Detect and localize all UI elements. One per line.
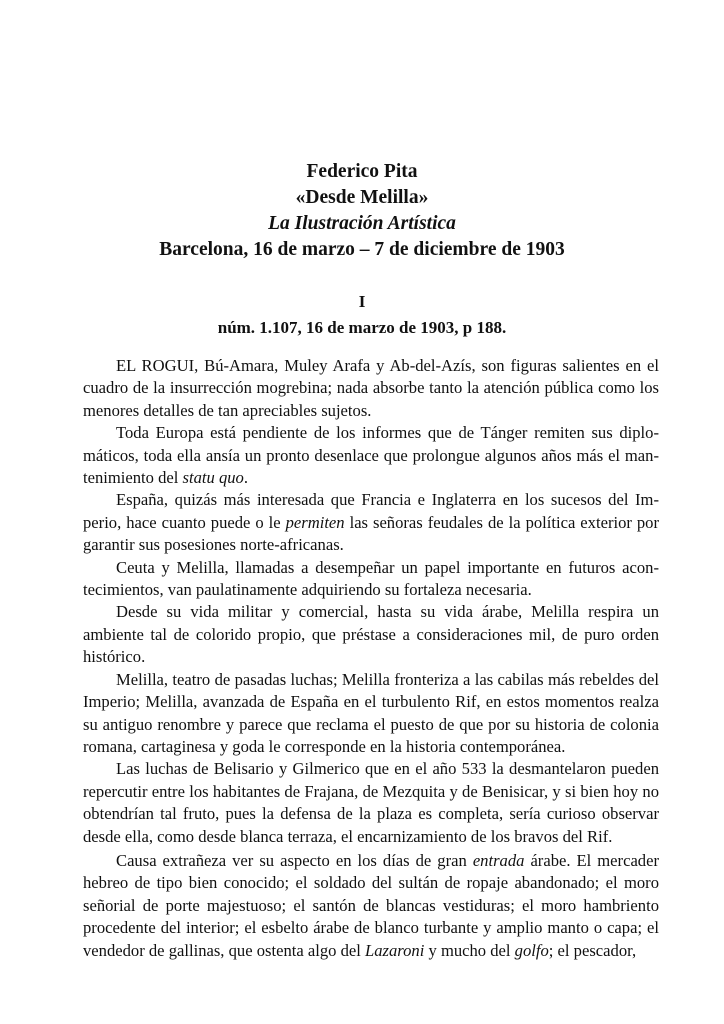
paragraph-8-text-3: y mucho del	[424, 940, 515, 960]
article-title: «Desde Melilla»	[295, 187, 429, 208]
paragraph-8-end: ; el pescador,	[548, 940, 637, 960]
paragraph-3-italic: permiten	[285, 512, 345, 532]
paragraph-4: Ceuta y Melilla, llamadas a desempeñar un papel importante en futuros acontecimientos, van paulatinamente adquiriendo su fortaleza necesaria.	[83, 557, 659, 600]
paragraph-7: Las luchas de Belisario y Gilmerico que en el año 533 la desmantelaron pueden repercutir entre los habitantes de Frajana, de Mezquita y de Benisicar, y si bien hoy no obtendrían tal fruto, pues la defensa de la plaza es completa, sería curioso observar desde ella, como desde blanca terraza, el encarnizamiento de los bravos del Rif.	[83, 759, 659, 846]
paragraph-8-text: Causa extrañeza ver su aspecto en los días de gran	[116, 850, 473, 870]
section-heading	[0, 289, 724, 341]
publication-name: La Ilustración Artística	[268, 213, 456, 234]
paragraph-2-end: .	[243, 468, 249, 488]
paragraph-1: EL ROGUI, Bú-Amara, Muley Arafa y Ab-del-Azís, son figuras salientes en el cuadro de la insurrección mogrebina; nada absorbe tanto la atención pública como los menores detalles de tan apreciables sujetos.	[83, 356, 659, 420]
paragraph-8-italic-3: golfo	[514, 940, 549, 960]
article-body	[83, 355, 659, 962]
issue-reference: núm. 1.107, 16 de marzo de 1903, p 188.	[217, 318, 507, 337]
paragraph-3-end: las señoras feudales de la política exterior por garantir sus posesiones norte-africanas.	[83, 512, 659, 555]
section-numeral: I	[358, 292, 366, 311]
paragraph-8	[83, 850, 659, 962]
paragraph-8-italic-2: Lazaroni	[365, 940, 425, 960]
paragraph-2	[83, 422, 659, 489]
paragraph-6: Melilla, teatro de pasadas luchas; Melilla fronteriza a las cabilas más rebeldes del Imperio; Melilla, avanzada de España en el turbulento Rif, en estos momentos realza su antiguo renombre y parece que reclama el puesto de que por su historia de colonia romana, cartaginesa y goda le corresponde en la historia contemporánea.	[83, 669, 659, 756]
paragraph-2-text: Toda Europa está pendiente de los informes que de Tánger remiten sus diplomáticos, toda ella ansía un pronto desenlace que prolongue algunos años más el mantenimiento del	[83, 423, 659, 488]
author-name: Federico Pita	[306, 161, 418, 182]
paragraph-8-italic-1: entrada	[472, 850, 525, 870]
paragraph-3-text: España, quizás más interesada que Francia e Inglaterra en los sucesos del Imperio, hace cuanto puede o le	[83, 490, 659, 532]
paragraph-3	[83, 489, 659, 556]
document-header	[0, 159, 724, 263]
paragraph-8-text-2: árabe. El mercader hebreo de tipo bien conocido; el soldado del sultán de ropaje abandonado; el moro señorial de porte majestuoso; el santón de blancas vestiduras; el moro hambriento procedente del interior; el esbelto árabe de blanco turbante y amplio manto o capa; el vendedor de gallinas, que ostenta algo del	[83, 850, 659, 960]
place-and-dates: Barcelona, 16 de marzo – 7 de diciembre de 1903	[159, 239, 565, 260]
paragraph-5: Desde su vida militar y comercial, hasta su vida árabe, Melilla respira un ambiente tal de colorido propio, que préstase a consideraciones mil, de puro orden histórico.	[83, 602, 659, 667]
paragraph-2-italic: statu quo	[182, 468, 244, 488]
